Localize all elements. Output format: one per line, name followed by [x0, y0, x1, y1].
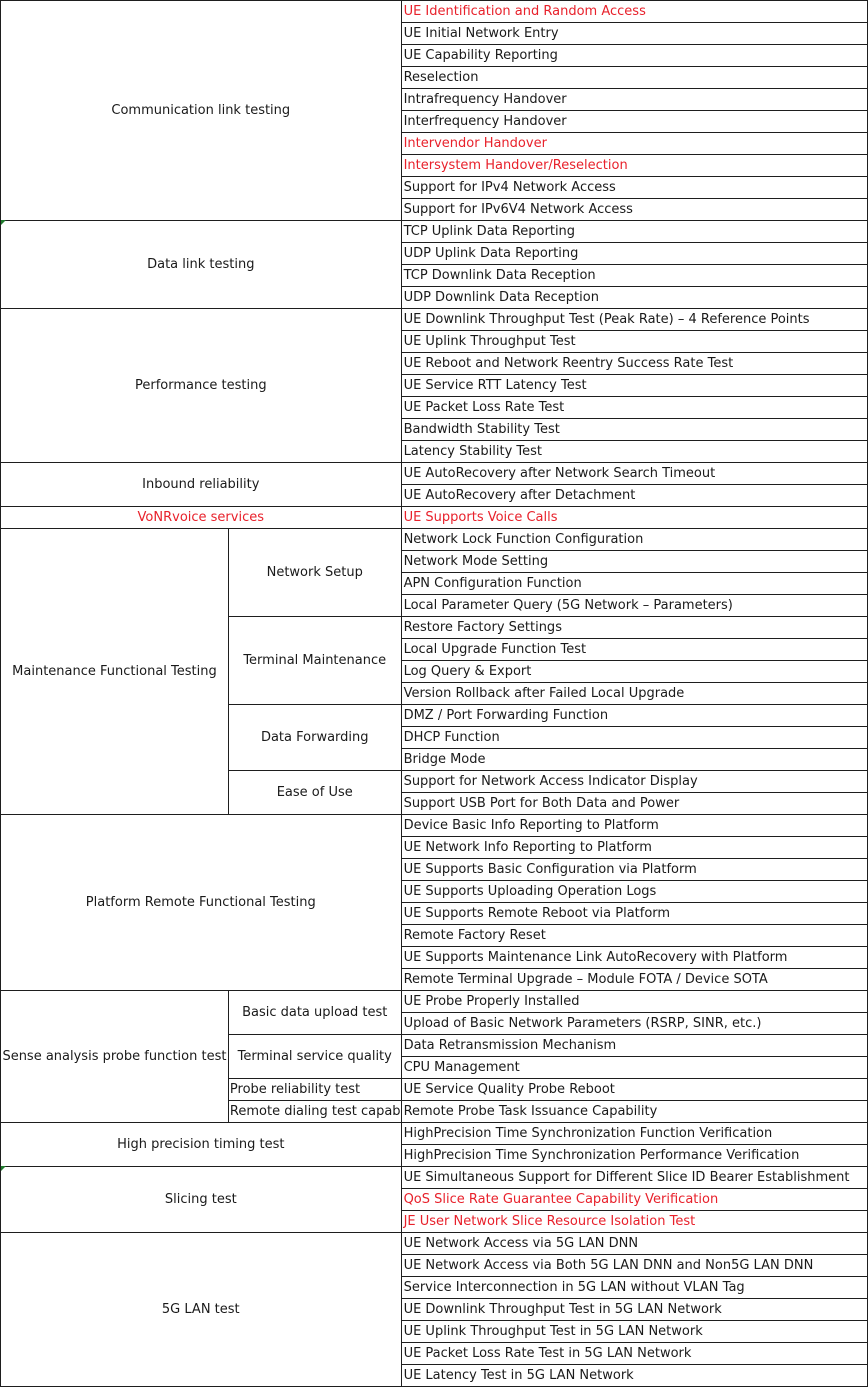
subcategory-cell[interactable]: Remote dialing test capab [228, 1101, 401, 1123]
table-row [1, 221, 868, 243]
test-item-cell[interactable]: APN Configuration Function [401, 573, 867, 595]
test-item-cell[interactable]: Support for IPv4 Network Access [401, 177, 867, 199]
test-item-cell[interactable]: UE Initial Network Entry [401, 23, 867, 45]
category-cell[interactable]: High precision timing test [1, 1123, 402, 1167]
test-item-cell[interactable]: Support for Network Access Indicator Display [401, 771, 867, 793]
test-item-cell[interactable]: Intrafrequency Handover [401, 89, 867, 111]
test-item-cell[interactable]: UE Supports Maintenance Link AutoRecovery with Platform [401, 947, 867, 969]
subcategory-cell[interactable]: Data Forwarding [228, 705, 401, 771]
test-item-cell[interactable]: UE Identification and Random Access [401, 1, 867, 23]
test-item-cell[interactable]: DHCP Function [401, 727, 867, 749]
test-item-cell[interactable]: Intersystem Handover/Reselection [401, 155, 867, 177]
test-item-cell[interactable]: Reselection [401, 67, 867, 89]
test-item-cell[interactable]: JE User Network Slice Resource Isolation Test [401, 1211, 867, 1233]
category-cell[interactable]: Data link testing [1, 221, 402, 309]
table-row [1, 1233, 868, 1255]
table-row [1, 529, 868, 551]
test-item-cell[interactable]: Bridge Mode [401, 749, 867, 771]
test-item-cell[interactable]: UE Network Access via 5G LAN DNN [401, 1233, 867, 1255]
test-item-cell[interactable]: Bandwidth Stability Test [401, 419, 867, 441]
table-row [1, 309, 868, 331]
subcategory-cell[interactable]: Terminal Maintenance [228, 617, 401, 705]
test-item-cell[interactable]: Remote Terminal Upgrade – Module FOTA / Device SOTA [401, 969, 867, 991]
table-row [1, 991, 868, 1013]
test-item-cell[interactable]: HighPrecision Time Synchronization Performance Verification [401, 1145, 867, 1167]
test-item-cell[interactable]: HighPrecision Time Synchronization Function Verification [401, 1123, 867, 1145]
test-item-cell[interactable]: UE Supports Uploading Operation Logs [401, 881, 867, 903]
test-item-cell[interactable]: Interfrequency Handover [401, 111, 867, 133]
test-item-cell[interactable]: UE Uplink Throughput Test [401, 331, 867, 353]
test-item-cell[interactable]: Local Upgrade Function Test [401, 639, 867, 661]
test-item-cell[interactable]: Network Lock Function Configuration [401, 529, 867, 551]
cell-comment-indicator [1, 1166, 6, 1171]
table-row [1, 1167, 868, 1189]
subcategory-cell[interactable]: Terminal service quality [228, 1035, 401, 1079]
test-item-cell[interactable]: UE Packet Loss Rate Test in 5G LAN Network [401, 1343, 867, 1365]
test-item-cell[interactable]: Local Parameter Query (5G Network – Parameters) [401, 595, 867, 617]
test-item-cell[interactable]: UE Packet Loss Rate Test [401, 397, 867, 419]
category-cell[interactable]: Slicing test [1, 1167, 402, 1233]
subcategory-cell[interactable]: Basic data upload test [228, 991, 401, 1035]
category-cell[interactable]: Platform Remote Functional Testing [1, 815, 402, 991]
category-cell[interactable]: VoNRvoice services [1, 507, 402, 529]
table-row [1, 1123, 868, 1145]
test-item-cell[interactable]: DMZ / Port Forwarding Function [401, 705, 867, 727]
test-item-cell[interactable]: Remote Probe Task Issuance Capability [401, 1101, 867, 1123]
test-item-cell[interactable]: Restore Factory Settings [401, 617, 867, 639]
test-item-cell[interactable]: TCP Uplink Data Reporting [401, 221, 867, 243]
test-item-cell[interactable]: UE Network Info Reporting to Platform [401, 837, 867, 859]
test-item-cell[interactable]: UDP Downlink Data Reception [401, 287, 867, 309]
test-item-cell[interactable]: UE Service Quality Probe Reboot [401, 1079, 867, 1101]
test-item-cell[interactable]: CPU Management [401, 1057, 867, 1079]
table-row [1, 463, 868, 485]
cell-comment-indicator [1, 220, 6, 225]
test-item-cell[interactable]: UE Network Access via Both 5G LAN DNN and Non5G LAN DNN [401, 1255, 867, 1277]
test-item-cell[interactable]: Intervendor Handover [401, 133, 867, 155]
test-item-cell[interactable]: UE Supports Voice Calls [401, 507, 867, 529]
test-item-cell[interactable]: Log Query & Export [401, 661, 867, 683]
test-item-cell[interactable]: UE Latency Test in 5G LAN Network [401, 1365, 867, 1387]
table-row [1, 507, 868, 529]
test-item-cell[interactable]: UE Uplink Throughput Test in 5G LAN Network [401, 1321, 867, 1343]
table-row [1, 815, 868, 837]
test-item-cell[interactable]: UE Downlink Throughput Test in 5G LAN Network [401, 1299, 867, 1321]
category-cell[interactable]: Inbound reliability [1, 463, 402, 507]
test-item-cell[interactable]: UE AutoRecovery after Detachment [401, 485, 867, 507]
test-item-cell[interactable]: UDP Uplink Data Reporting [401, 243, 867, 265]
test-item-cell[interactable]: Remote Factory Reset [401, 925, 867, 947]
test-item-cell[interactable]: TCP Downlink Data Reception [401, 265, 867, 287]
subcategory-cell[interactable]: Network Setup [228, 529, 401, 617]
test-item-cell[interactable]: Service Interconnection in 5G LAN without VLAN Tag [401, 1277, 867, 1299]
test-item-cell[interactable]: Support for IPv6V4 Network Access [401, 199, 867, 221]
test-item-cell[interactable]: Device Basic Info Reporting to Platform [401, 815, 867, 837]
test-item-cell[interactable]: Data Retransmission Mechanism [401, 1035, 867, 1057]
test-matrix-body [1, 1, 868, 1387]
category-cell[interactable]: Communication link testing [1, 1, 402, 221]
test-item-cell[interactable]: UE Reboot and Network Reentry Success Rate Test [401, 353, 867, 375]
table-row [1, 1, 868, 23]
test-item-cell[interactable]: Latency Stability Test [401, 441, 867, 463]
test-item-cell[interactable]: UE Simultaneous Support for Different Slice ID Bearer Establishment [401, 1167, 867, 1189]
test-item-cell[interactable]: UE Probe Properly Installed [401, 991, 867, 1013]
test-item-cell[interactable]: Version Rollback after Failed Local Upgrade [401, 683, 867, 705]
test-item-cell[interactable]: UE Downlink Throughput Test (Peak Rate) – 4 Reference Points [401, 309, 867, 331]
test-item-cell[interactable]: Network Mode Setting [401, 551, 867, 573]
category-cell[interactable]: Performance testing [1, 309, 402, 463]
test-item-cell[interactable]: QoS Slice Rate Guarantee Capability Verification [401, 1189, 867, 1211]
subcategory-cell[interactable]: Probe reliability test [228, 1079, 401, 1101]
test-item-cell[interactable]: UE AutoRecovery after Network Search Timeout [401, 463, 867, 485]
test-item-cell[interactable]: Upload of Basic Network Parameters (RSRP, SINR, etc.) [401, 1013, 867, 1035]
test-item-cell[interactable]: UE Supports Remote Reboot via Platform [401, 903, 867, 925]
subcategory-cell[interactable]: Ease of Use [228, 771, 401, 815]
category-cell[interactable]: 5G LAN test [1, 1233, 402, 1387]
category-cell[interactable]: Maintenance Functional Testing [1, 529, 229, 815]
test-item-cell[interactable]: UE Capability Reporting [401, 45, 867, 67]
test-item-cell[interactable]: Support USB Port for Both Data and Power [401, 793, 867, 815]
test-item-cell[interactable]: UE Service RTT Latency Test [401, 375, 867, 397]
test-item-cell[interactable]: UE Supports Basic Configuration via Platform [401, 859, 867, 881]
category-cell[interactable]: Sense analysis probe function test [1, 991, 229, 1123]
